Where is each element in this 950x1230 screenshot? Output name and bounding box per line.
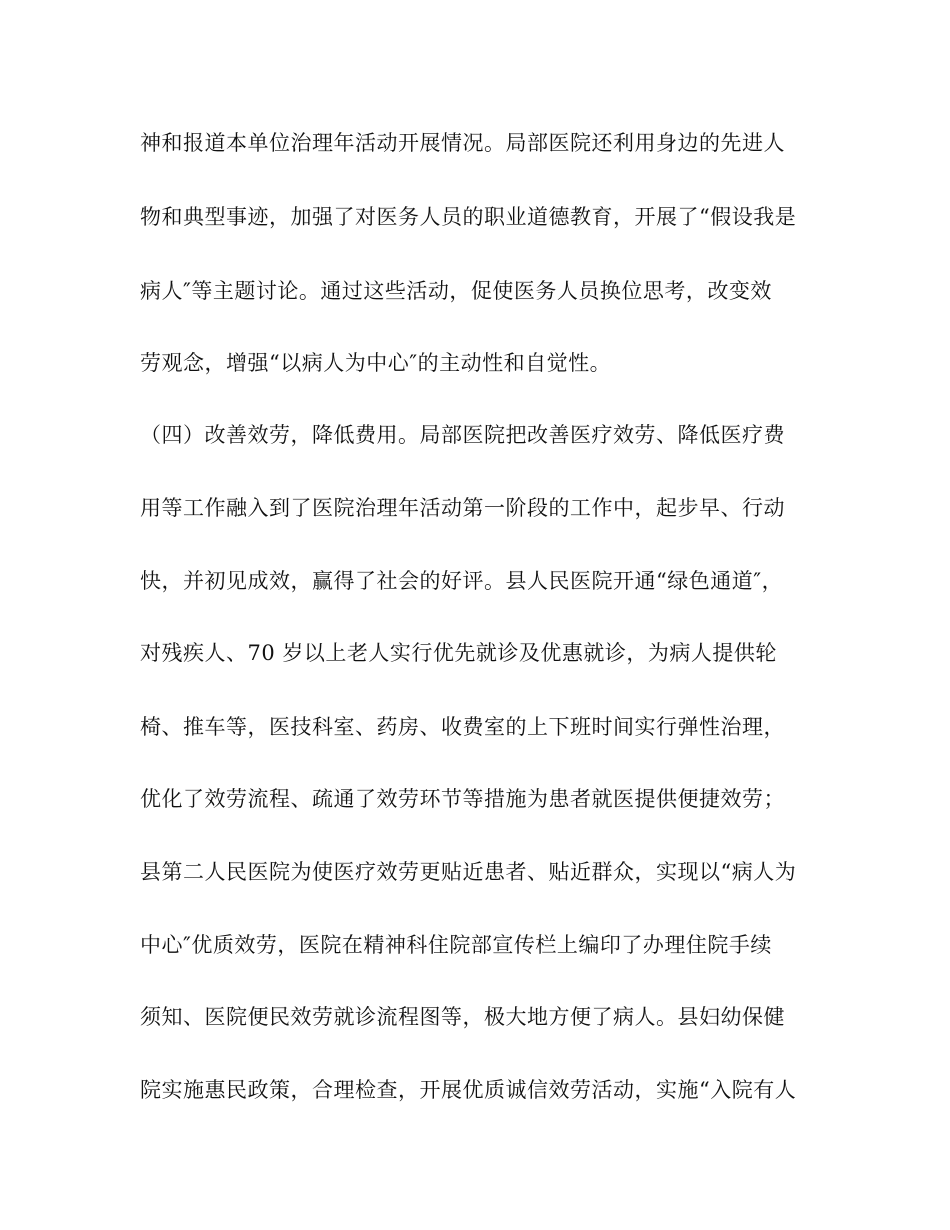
text-line: 中心″优质效劳，医院在精神科住院部宣传栏上编印了办理住院手续 [140, 933, 772, 957]
text-line: 县第二人民医院为使医疗效劳更贴近患者、贴近群众，实现以“病人为 [140, 860, 797, 884]
text-line: 物和典型事迹，加强了对医务人员的职业道德教育，开展了“假设我是 [140, 205, 797, 229]
text-line: 病人″等主题讨论。通过这些活动，促使医务人员换位思考，改变效 [140, 279, 772, 303]
text-line: 快，并初见成效，赢得了社会的好评。县人民医院开通“绿色通道″， [140, 569, 784, 593]
text-line: 对残疾人、70 岁以上老人实行优先就诊及优惠就诊，为病人提供轮 [140, 641, 777, 665]
text-line: 椅、推车等，医技科室、药房、收费室的上下班时间实行弹性治理， [140, 715, 785, 739]
text-line: 须知、医院便民效劳就诊流程图等，极大地方便了病人。县妇幼保健 [140, 1005, 785, 1029]
text-line: 优化了效劳流程、疏通了效劳环节等措施为患者就医提供便捷效劳； [140, 787, 785, 811]
text-line: 劳观念，增强“以病人为中心″的主动性和自觉性。 [140, 351, 612, 375]
text-line: 院实施惠民政策，合理检查，开展优质诚信效劳活动，实施“入院有人 [140, 1078, 797, 1102]
text-line: 神和报道本单位治理年活动开展情况。局部医院还利用身边的先进人 [140, 131, 785, 155]
text-line: 用等工作融入到了医院治理年活动第一阶段的工作中，起步早、行动 [140, 496, 785, 520]
text-line: （四）改善效劳，降低费用。局部医院把改善医疗效劳、降低医疗费 [140, 423, 785, 447]
